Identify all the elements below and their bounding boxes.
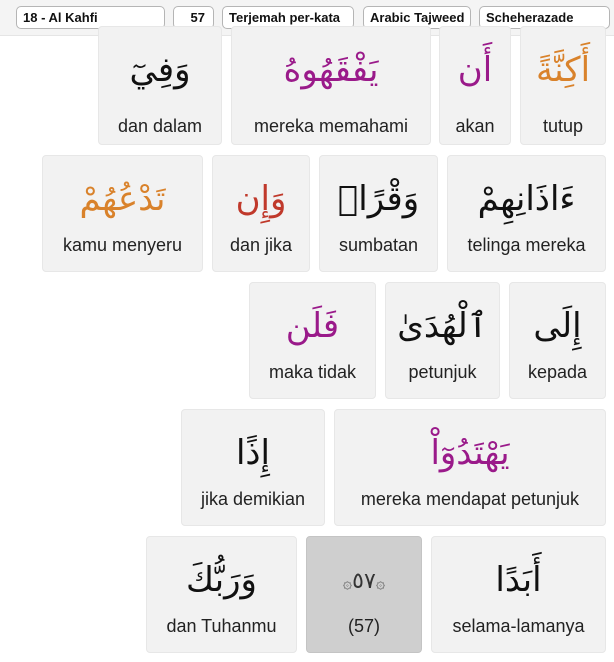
surah-selector[interactable]: 18 - Al Kahfi	[16, 6, 165, 29]
ayah-selector[interactable]: 57	[173, 6, 214, 29]
arabic-word: وَإِن	[235, 179, 287, 219]
arabic-word: ٱلْهُدَىٰ	[397, 306, 488, 346]
word-translation: dan jika	[229, 235, 293, 255]
arabic-word: وَفِيٓ	[129, 50, 191, 90]
word-tile[interactable]	[181, 409, 325, 526]
word-translation: petunjuk	[408, 362, 477, 382]
script-selector[interactable]: Arabic Tajweed	[363, 6, 471, 29]
word-tile[interactable]	[42, 155, 203, 272]
verse-number-ornament	[307, 567, 421, 598]
word-translation: dan dalam	[117, 116, 203, 136]
arabic-word: ءَاذَانِهِمْ	[477, 179, 576, 219]
word-translation: telinga mereka	[467, 235, 586, 255]
word-tile[interactable]	[520, 26, 606, 145]
arabic-word: إِذًا	[235, 433, 271, 473]
verse-number-arabic: ٥٧	[352, 569, 376, 594]
word-translation: maka tidak	[268, 362, 357, 382]
verse-number-tile[interactable]	[306, 536, 422, 653]
word-tile[interactable]	[509, 282, 606, 399]
word-translation: selama-lamanya	[452, 616, 585, 636]
word-translation: mereka mendapat petunjuk	[360, 489, 580, 509]
font-selector[interactable]: Scheherazade	[479, 6, 610, 29]
word-tile[interactable]	[98, 26, 222, 145]
translation-mode-selector[interactable]: Terjemah per-kata	[222, 6, 354, 29]
arabic-word: تَدْعُهُمْ	[79, 179, 166, 219]
word-tile[interactable]	[212, 155, 310, 272]
word-translation: kamu menyeru	[62, 235, 183, 255]
word-tile[interactable]	[447, 155, 606, 272]
arabic-word: أَبَدًا	[495, 560, 542, 600]
arabic-word: يَهْتَدُوٓاْ	[430, 433, 510, 473]
word-tile[interactable]	[146, 536, 297, 653]
ornament-right-icon: ۞	[375, 573, 386, 592]
word-tile[interactable]	[231, 26, 431, 145]
word-translation: mereka memahami	[253, 116, 409, 136]
word-translation: kepada	[527, 362, 588, 382]
word-tile[interactable]	[319, 155, 438, 272]
word-tile[interactable]	[249, 282, 376, 399]
word-tile[interactable]	[334, 409, 606, 526]
arabic-word: أَن	[457, 50, 493, 90]
word-translation: jika demikian	[200, 489, 306, 509]
arabic-word: وَرَبُّكَ	[186, 560, 257, 600]
word-tile[interactable]	[385, 282, 500, 399]
ornament-left-icon: ۞	[342, 573, 353, 592]
word-tile[interactable]	[439, 26, 511, 145]
word-tile[interactable]	[431, 536, 606, 653]
arabic-word: أَكِنَّةً	[535, 50, 591, 90]
arabic-word: إِلَى	[533, 306, 582, 346]
word-translation: tutup	[542, 116, 584, 136]
word-translation: akan	[455, 116, 495, 136]
word-translation: sumbatan	[338, 235, 419, 255]
arabic-word: وَقْرًاۖ	[337, 179, 420, 219]
word-translation: dan Tuhanmu	[166, 616, 277, 636]
arabic-word: فَلَن	[285, 306, 340, 346]
verse-number-label: (57)	[347, 616, 380, 636]
arabic-word: يَفْقَهُوهُ	[283, 50, 379, 90]
